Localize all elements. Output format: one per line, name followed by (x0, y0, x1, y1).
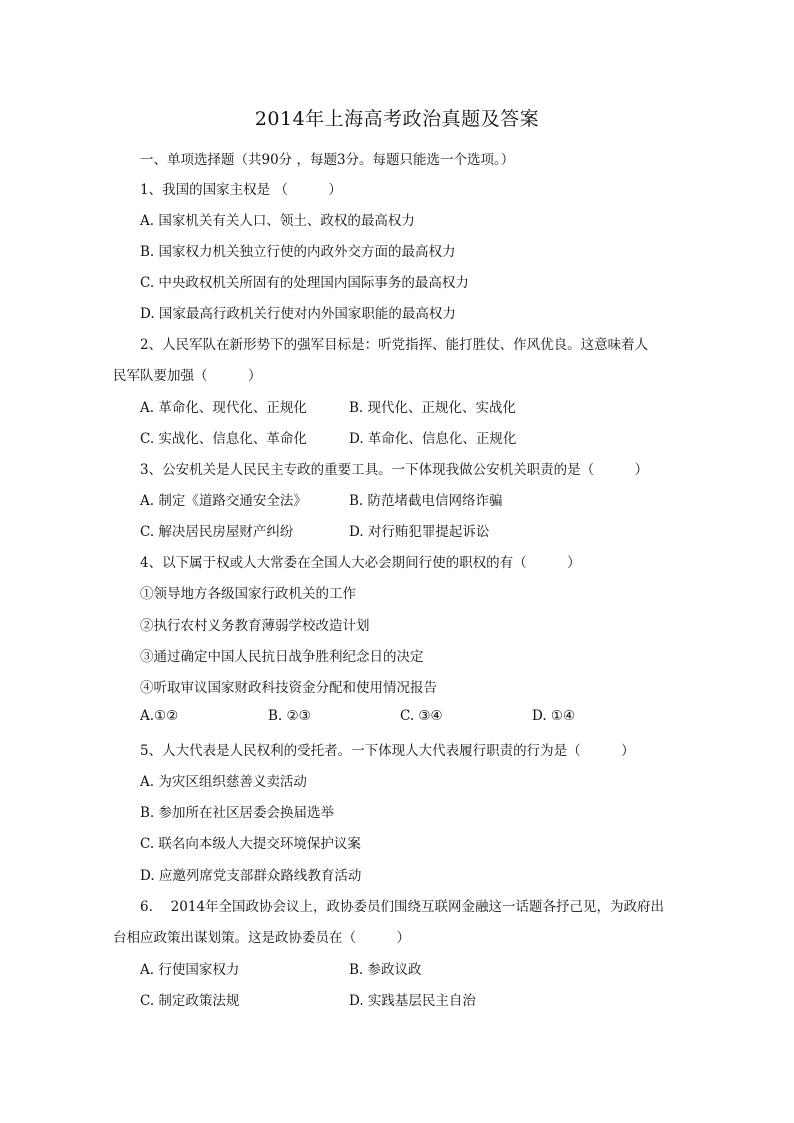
question-6-stem-line-1: 6. 2014年全国政协会议上，政协委员们围绕互联网金融这一话题各抒己见，为政府出 (140, 899, 665, 915)
question-1-option-a: A. 国家机关有关人口、领土、政权的最高权力 (140, 213, 415, 229)
section-header: 一、单项选择题（共90分 ，每题3分。每题只能选一个选项。） (140, 152, 515, 168)
question-3-option-c: C. 解决居民房屋财产纠纷 (140, 524, 294, 540)
question-2-option-d: D. 革命化、信息化、正规化 (349, 431, 517, 447)
question-6-option-c: C. 制定政策法规 (140, 993, 240, 1009)
question-4-item-2: ②执行农村义务教育薄弱学校改造计划 (140, 618, 370, 634)
question-6-option-a: A. 行使国家权力 (140, 962, 240, 978)
question-1-option-d: D. 国家最高行政机关行使对内外国家职能的最高权力 (140, 306, 456, 322)
question-4-option-b: B. ②③ (268, 708, 311, 724)
question-5-option-c: C. 联名向本级人大提交环境保护议案 (140, 836, 361, 852)
question-6-option-b: B. 参政议政 (349, 962, 422, 978)
question-3-option-d: D. 对行贿犯罪提起诉讼 (349, 524, 490, 540)
question-5-option-a: A. 为灾区组织慈善义卖活动 (140, 774, 307, 790)
question-5-option-d: D. 应邀列席党支部群众路线教育活动 (140, 868, 362, 884)
question-5-option-b: B. 参加所在社区居委会换届选举 (140, 805, 335, 821)
question-4-option-a: A.①② (140, 708, 179, 724)
question-3-stem: 3、公安机关是人民民主专政的重要工具。一下体现我做公安机关职责的是（ ） (140, 462, 649, 478)
question-4-item-3: ③通过确定中国人民抗日战争胜利纪念日的决定 (140, 649, 424, 665)
question-4-option-c: C. ③④ (400, 708, 443, 724)
question-4-item-4: ④听取审议国家财政科技资金分配和使用情况报告 (140, 680, 437, 696)
question-6-stem-line-2: 台相应政策出谋划策。这是政协委员在（ ） (113, 930, 410, 946)
question-2-option-a: A. 革命化、现代化、正规化 (140, 400, 307, 416)
question-2-stem-line-2: 民军队要加强（ ） (113, 368, 262, 384)
question-4-item-1: ①领导地方各级国家行政机关的工作 (140, 586, 356, 602)
question-3-option-b: B. 防范堵截电信网络诈骗 (349, 493, 503, 509)
question-4-option-d: D. ①④ (532, 708, 576, 724)
question-4-stem: 4、以下属于权或人大常委在全国人大必会期间行使的职权的有（ ） (140, 555, 581, 571)
question-2-option-c: C. 实战化、信息化、革命化 (140, 431, 307, 447)
question-1-option-b: B. 国家权力机关独立行使的内政外交方面的最高权力 (140, 244, 456, 260)
question-6-option-d: D. 实践基层民主自治 (349, 993, 476, 1009)
question-1-option-c: C. 中央政权机关所固有的处理国内国际事务的最高权力 (140, 275, 469, 291)
question-2-option-b: B. 现代化、正规化、实战化 (349, 400, 517, 416)
question-2-stem-line-1: 2、人民军队在新形势下的强军目标是：听党指挥、能打胜仗、作风优良。这意味着人 (140, 337, 649, 353)
question-3-option-a: A. 制定《道路交通安全法》 (140, 493, 307, 509)
question-5-stem: 5、人大代表是人民权利的受托者。一下体现人大代表履行职责的行为是（ ） (140, 743, 635, 759)
page-title: 2014年上海高考政治真题及答案 (254, 108, 540, 130)
question-1-stem: 1、我国的国家主权是 （ ） (140, 182, 342, 198)
